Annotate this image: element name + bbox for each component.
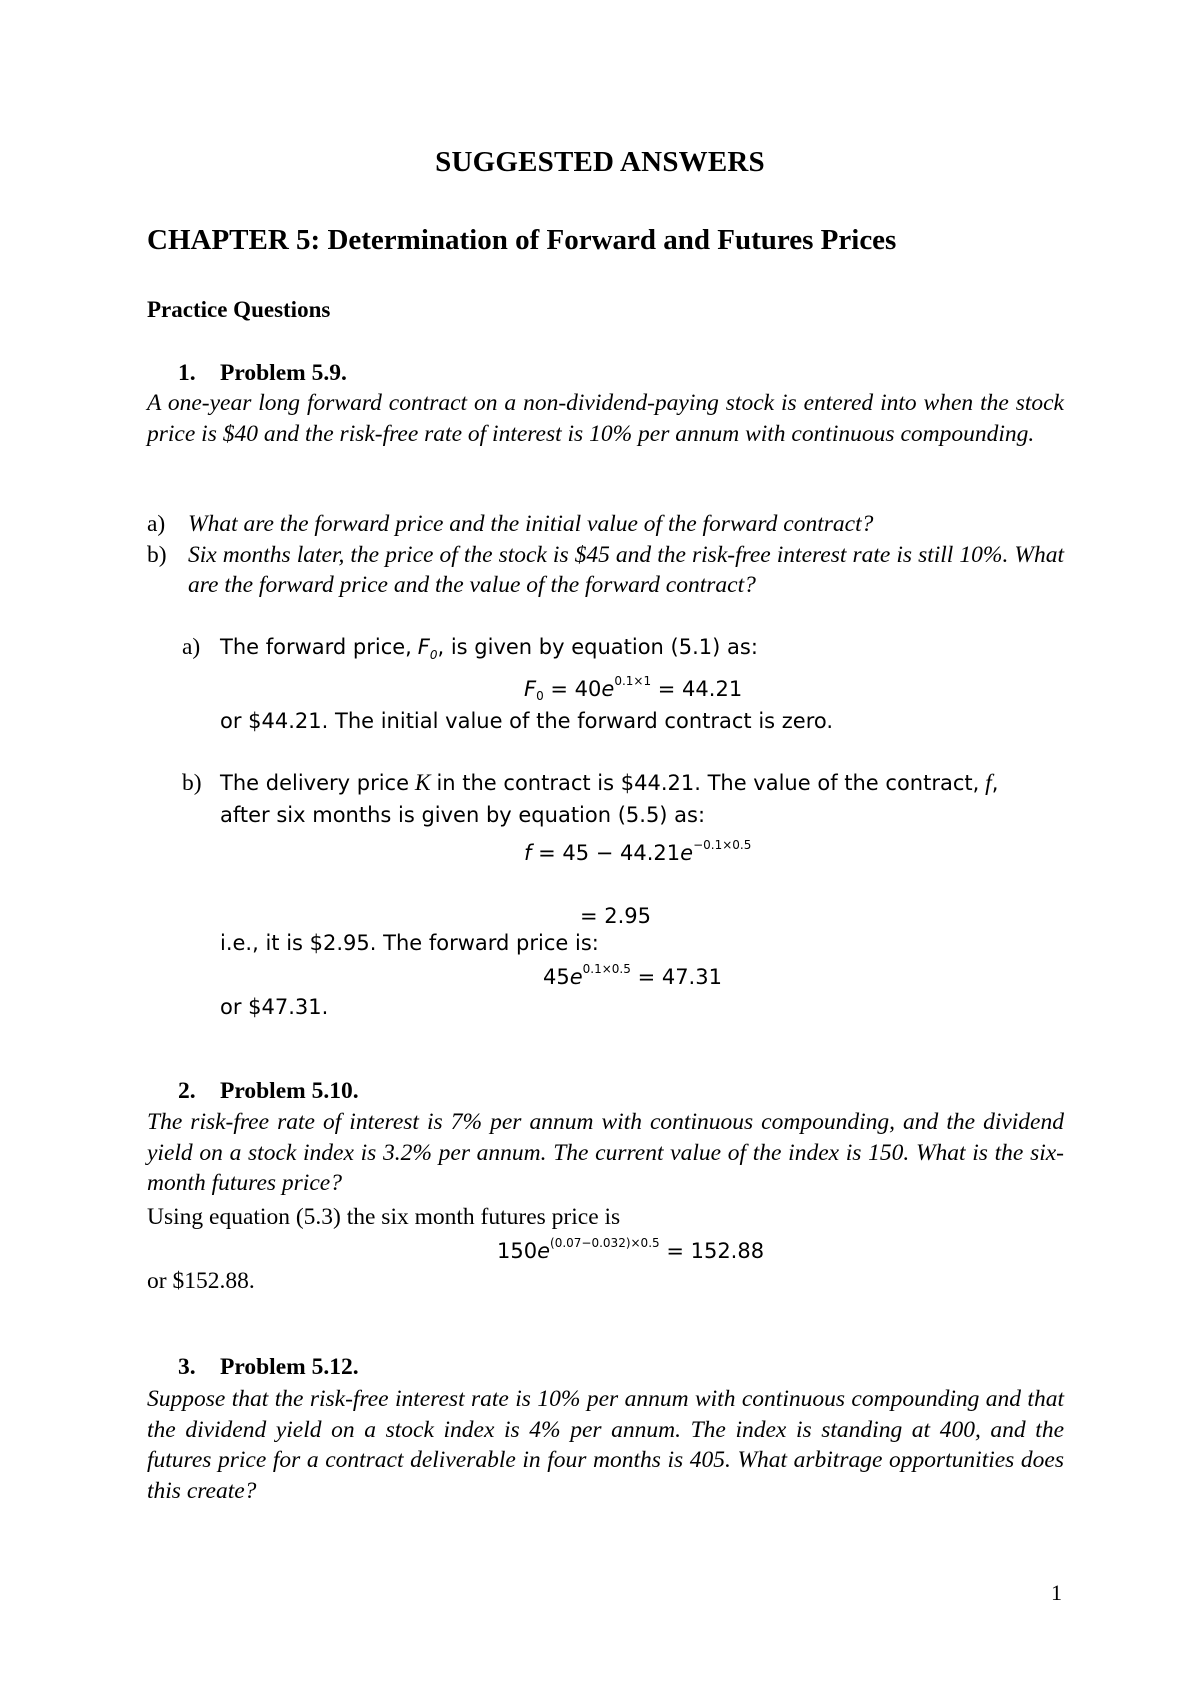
problem-2-number: 2. [178,1078,196,1104]
problem-3-heading [178,1354,359,1381]
problem-1-sub-a [147,509,1064,540]
problem-1-sub-b [147,540,1064,601]
sub-b-label: b) [147,541,167,568]
answer-b-k: K [414,770,431,796]
problem-1-question: A one-year long forward contract on a non-dividend-paying stock is entered into when the stock price is $40 and the risk-free rate of interest is 10% per annum with continuous compounding. [147,390,1064,447]
answer-b-mid: in the contract is $44.21. The value of the contract, [436,771,980,795]
answer-b-line3: i.e., it is $2.95. The forward price is: [220,931,599,955]
answer-a-line2: or $44.21. The initial value of the forward contract is zero. [220,709,834,733]
problem-3-number: 3. [178,1354,196,1380]
problem-1-subquestions [147,509,1064,601]
page-title: SUGGESTED ANSWERS [435,146,765,178]
answer-a-var: $F_0$ [417,635,438,663]
sub-a-label: a) [147,511,166,537]
problem-2-heading [178,1078,359,1105]
problem-3-title: Problem 5.12. [220,1354,359,1380]
answer-a-label: a) [182,634,201,660]
equation-contract-value-result: = 2.95 [580,904,652,928]
problem-2-answer-line2: or $152.88. [147,1268,255,1294]
problem-1-heading [178,360,347,387]
answer-b-f: f [985,770,992,796]
answer-b-line2: after six months is given by equation (5.5) as: [220,803,706,827]
problem-1-number: 1. [178,360,196,386]
problem-3-question: Suppose that the risk-free interest rate is 10% per annum with continuous compounding and that the dividend yield on a stock index is 4% per annum. The index is standing at 400, and the futures price for a contract deliverable in four months is 405. What arbitrage opportunities does this create? [147,1386,1064,1504]
equation-futures-price: $150e^{(0.07-0.032)\times 0.5} = 152.88$ [497,1236,765,1263]
answer-a-pre: The forward price, [220,635,412,659]
answer-b-pre: The delivery price [220,771,409,795]
page-number: 1 [1051,1580,1062,1605]
equation-forward-price: $F_0 = 40e^{0.1\times 1} = 44.21$ [524,674,743,703]
chapter-heading: CHAPTER 5: Determination of Forward and Futures Prices [147,224,897,256]
sub-b-text: Six months later, the price of the stock is $45 and the risk-free interest rate is still 10%. What are the forward price and the value of the forward contract? [188,541,1064,598]
problem-1-title: Problem 5.9. [220,360,347,386]
answer-b-line1: The delivery price K in the contract is $44.21. The value of the contract, f, [220,770,999,796]
equation-contract-value: $f = 45 - 44.21e^{-0.1\times 0.5}$ [524,838,752,865]
problem-2-question: The risk-free rate of interest is 7% per annum with continuous compounding, and the dividend yield on a stock index is 3.2% per annum. The current value of the index is 150. What is the six-month futures price? [147,1109,1064,1196]
answer-b-line4: or $47.31. [220,995,329,1019]
answer-a-line1 [220,632,758,671]
problem-2-title: Problem 5.10. [220,1078,359,1104]
answer-b-label: b) [182,770,202,796]
sub-a-text: What are the forward price and the initial value of the forward contract? [188,511,874,537]
section-heading: Practice Questions [147,297,331,322]
answer-a-post: , is given by equation (5.1) as: [437,635,758,659]
problem-2-answer-line1: Using equation (5.3) the six month futures price is [147,1204,621,1230]
equation-new-forward-price: $45e^{0.1\times 0.5} = 47.31$ [543,962,722,989]
